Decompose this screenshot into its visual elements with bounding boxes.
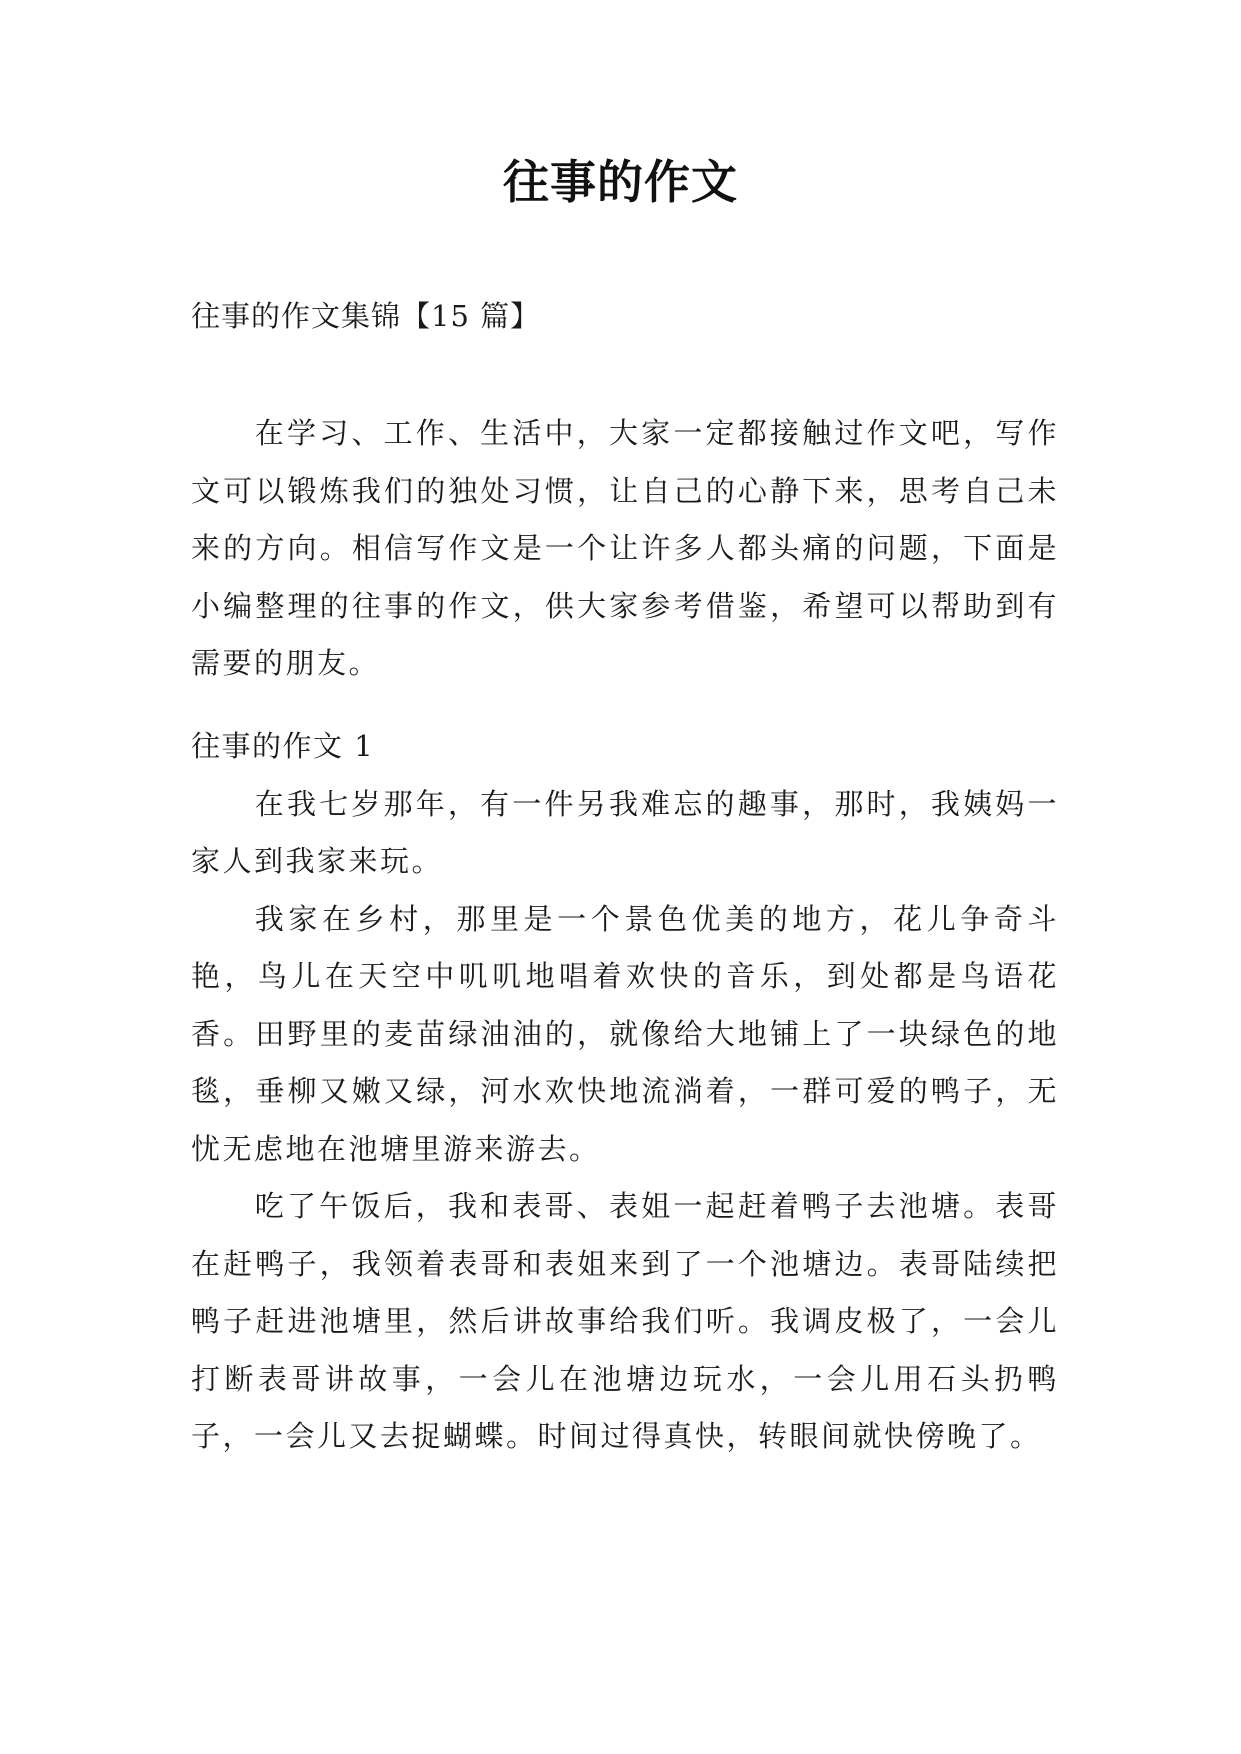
essay-section [191,718,1059,1466]
intro-paragraph: 在学习、工作、生活中，大家一定都接触过作文吧，写作文可以锻炼我们的独处习惯，让自己的心静下来，思考自己未来的方向。相信写作文是一个让许多人都头痛的问题，下面是小编整理的往事的作文，供大家参考借鉴，希望可以帮助到有需要的朋友。 [191,416,1059,680]
document-subtitle: 往事的作文集锦【15 篇】 [191,299,541,333]
essay-paragraph-2: 我家在乡村，那里是一个景色优美的地方，花儿争奇斗艳，鸟儿在天空中叽叽地唱着欢快的音乐，到处都是鸟语花香。田野里的麦苗绿油油的，就像给大地铺上了一块绿色的地毯，垂柳又嫩又绿，河水欢快地流淌着，一群可爱的鸭子，无忧无虑地在池塘里游来游去。 [191,901,1059,1166]
essay-heading: 往事的作文 1 [191,729,375,763]
document-title: 往事的作文 [503,155,738,209]
essay-paragraph-3: 吃了午饭后，我和表哥、表姐一起赶着鸭子去池塘。表哥在赶鸭子，我领着表哥和表姐来到了一个池塘边。表哥陆续把鸭子赶进池塘里，然后讲故事给我们听。我调皮极了，一会儿打断表哥讲故事，一会儿在池塘边玩水，一会儿用石头扔鸭子，一会儿又去捉蝴蝶。时间过得真快，转眼间就快傍晚了。 [191,1189,1059,1453]
essay-paragraph-1: 在我七岁那年，有一件另我难忘的趣事，那时，我姨妈一家人到我家来玩。 [191,786,1059,878]
intro-section [191,405,1059,693]
